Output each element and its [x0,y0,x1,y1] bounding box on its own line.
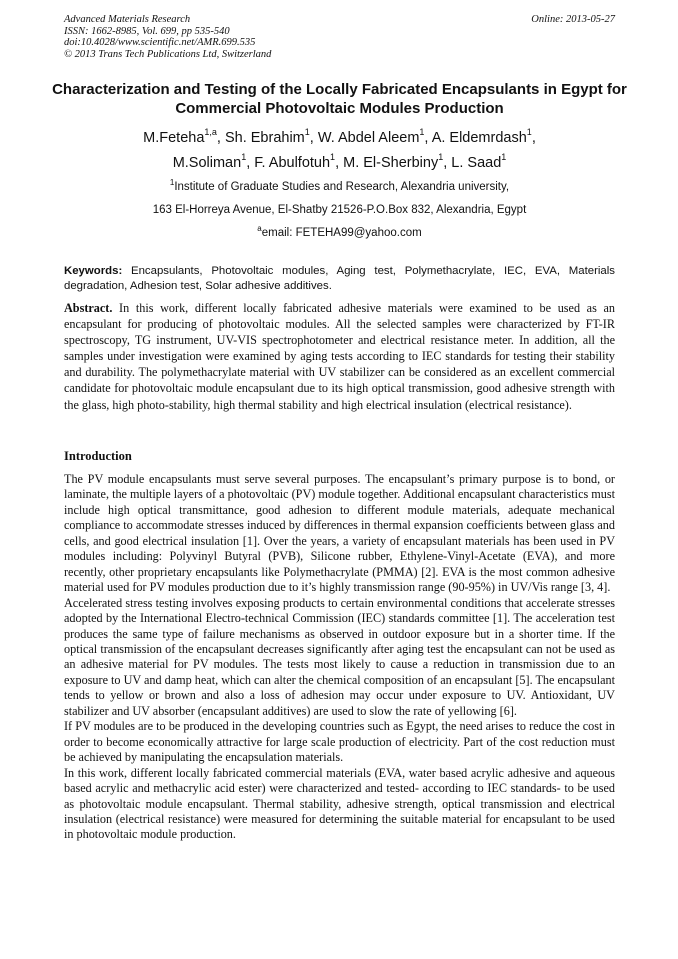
running-header [64,14,615,60]
keywords-label: Keywords: [64,265,123,277]
introduction-heading: Introduction [64,449,132,463]
author: M. El-Sherbiny$^1$, [343,152,452,171]
keywords-text: Encapsulants, Photovoltaic modules, Aging test, Polymethacrylate, IEC, EVA, Materials degradation, Adhesion test, Solar adhesive additives. [64,265,615,292]
introduction-body [64,472,615,843]
author: F. Abulfotuh$^1$, [254,152,344,171]
author: A. Eldemrdash$^1$, [431,127,536,146]
author-list [52,126,627,176]
author: M.Feteha$^{1,a}$, [143,127,225,146]
online-date: Online: 2013-05-27 [531,14,615,25]
abstract-text: In this work, different locally fabricated adhesive materials were examined to be used as an encapsulant for producing of photovoltaic modules. All the selected samples were characterized by FT-IR spectroscopy, TG instrument, UV-VIS spectrophotometer and electrical resistance meter. In addition, all the samples under investigation were examined by aging tests according to IEC standards for testing their stability and durability. The polymethacrylate material with UV stabilizer can be considered as an excellent commercial candidate for photovoltaic module encapsulant due to its high optical transmission, good adhesive strength with the glass, high photo-stability, high thermal stability and high electrical insulation (electrical resistance). [64,301,615,412]
paragraph: In this work, different locally fabricated commercial materials (EVA, water based acrylic adhesive and aqueous based acrylic and methacrylic acid ester) were characterized and tested- according to IEC standards- to be used as photovoltaic module encapsulant. Thermal stability, adhesive strength, optical transmission and electrical insulation (electrical resistance) were measured for determining the suitable material for encapsulant to be used in photovoltaic module production. [64,765,615,842]
paragraph: The PV module encapsulants must serve several purposes. The encapsulant’s primary purpose is to bond, or laminate, the multiple layers of a photovoltaic (PV) module together. Additional encapsulant characteristics must include high optical transmittance, good adhesion to different module materials, adequate mechanical compliance to accommodate stresses induced by differences in thermal expansion coefficients between glass and cells, and good electrical insulation [1]. Over the years, a variety of encapsulant materials has been used in PV modules including: Polyvinyl Butyral (PVB), Silicone rubber, Ethylene-Vinyl-Acetate (EVA), and more recently, other proprietary encapsulants like Polymethacrylate (PMMA) [2]. EVA is the most common adhesive material used for PV modules production due to it’s highly transmission range (90-95%) in UV/Vis range [3, 4]. [64,472,615,595]
issn-line: ISSN: 1662-8985, Vol. 699, pp 535-540 [64,25,230,37]
affiliation-line-2: 163 El-Horreya Avenue, El-Shatby 21526-P.O.Box 832, Alexandria, Egypt [152,204,527,216]
author: Sh. Ebrahim$^1$, [224,127,318,146]
author-email[interactable]: $^a$email: FETEHA99@yahoo.com [257,224,422,239]
abstract-label: Abstract. [64,301,113,315]
paragraph: If PV modules are to be produced in the developing countries such as Egypt, the need arises to reduce the cost in order to become economically attractive for large scale production of electricity. Part of the cost reduction must be achieved by manipulating the encapsulation materials. [64,719,615,765]
journal-name: Advanced Materials Research [64,14,191,25]
author: W. Abdel Aleem$^1$, [317,127,432,146]
abstract [64,300,615,413]
doi-link[interactable]: doi:10.4028/www.scientific.net/AMR.699.535 [64,37,256,48]
keywords [64,264,615,294]
affiliation-line-1: $^1$Institute of Graduate Studies and Research, Alexandria university, [169,178,510,193]
paper-title: Characterization and Testing of the Locally Fabricated Encapsulants in Egypt for Commercial Photovoltaic Modules Production [52,81,627,117]
author: M.Soliman$^1$, [172,152,255,171]
author: L. Saad$^1$ [451,152,507,171]
paragraph: Accelerated stress testing involves exposing products to certain environmental conditions that accelerate stresses adopted by the International Electro-technical Commission (IEC) standards committee [1]. The acceleration test produces the same type of failure mechanisms as observed in outdoor exposure but in a shorter time. If the optical transmission of the encapsulant decreases significantly after aging test the encapsulant can not be used as an adhesive material for PV modules. The tests most likely to cause a reduction in transmission due to an exposure to UV and damp heat, which can alter the chemical composition of an encapsulant [5]. The encapsulant tends to yellow or brown and also a loss of adhesion may occur under exposure to UV. Antioxidant, UV stabilizer and UV absorber (encapsulant additives) are used to slow the rate of yellowing [6]. [64,595,615,718]
copyright-line: © 2013 Trans Tech Publications Ltd, Switzerland [64,48,272,60]
